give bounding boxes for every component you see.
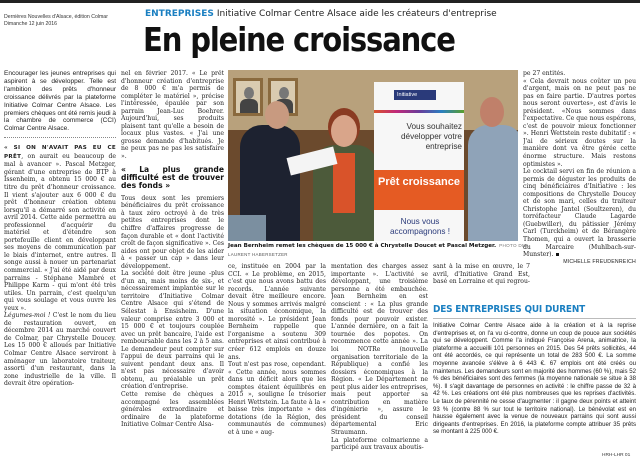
banner-highlight: Prêt croissance — [374, 170, 464, 210]
rollup-banner — [374, 82, 464, 241]
paragraph-text: Le cocktail servi en fin de réunion a permis de déguster les produits de cinq bénéficiaires d'Initiative : les compositions de Chrystelle Doucey et de son mari, celles du traiteur Christophe Jantel (Soultzeren), du torréfacteur Claude Lagarde (Guebwiller), du pâtissier Jérémy Carl (Turckheim) et de Bérangère Thomen, qui a ouvert la brasserie du Marcaire (Muhlbach-sur-Munster). — [523, 168, 636, 259]
portrait-frame — [233, 78, 263, 116]
paragraph: Tous deux sont les premiers bénéficiaires du prêt croissance à taux zéro octroyé à de très petites entreprises dont le chiffre d'affaires progresse de façon durable et « dont l'activité croît de façon significative ». Ces aides ont pour objet de les aider à « passer un cap » dans leur développement. — [121, 194, 224, 270]
article-column-4 — [331, 263, 428, 463]
caption-text: Jean Bernheim remet les chèques de 15 000 € à Chrystelle Doucet et Pascal Metzger. — [228, 243, 497, 249]
kicker-text: Initiative Colmar Centre Alsace aide les créateurs d'entreprise — [216, 9, 497, 19]
article-column-3 — [228, 263, 326, 463]
source-info — [4, 14, 108, 27]
paragraph: « Cela devrait nous coûter un peu d'argent, mais on ne peut pas ne pas en faire partie. D'autres portes nous seront ouvertes», est d'avis le président. «Nous sommes dans l'expectative. Ce que nous espérons, c'est de pouvoir mieux fonctionner ». Henri Wettstein reste dubitatif : « J'ai de sérieux doutes sur la manière dont va être gérée cette énorme structure. Mais restons optimistes ». — [523, 77, 636, 168]
banner-text: Vous souhaitez développer votre entreprise — [401, 122, 462, 151]
end-mark — [556, 253, 559, 256]
banner-text: Nous vous accompagnons ! — [389, 217, 451, 236]
chair — [228, 215, 266, 241]
photo-credit: PHOTO DNA — [499, 243, 530, 248]
box-rule — [433, 318, 636, 319]
paragraph — [4, 312, 116, 387]
lead-in: « SI ON N'AVAIT PAS EU CE PRÊT — [4, 145, 116, 160]
paragraph — [523, 168, 636, 259]
article-column-5 — [433, 263, 530, 289]
dotted-separator — [4, 137, 116, 138]
source-publication: Dernières Nouvelles d'Alsace, édition Colmar — [4, 14, 108, 20]
photo-caption — [228, 243, 529, 249]
subheading: « La plus grande difficulté est de trouver des fonds » — [121, 164, 224, 191]
author-signature: MICHELLE FREUDENREICH — [563, 258, 636, 265]
person-pascal-metzger — [468, 125, 518, 241]
paragraph-text: , on aurait eu beaucoup de mal à avancer ». Pascal Metzger, gérant d'une entreprise de BTP à Issenheim, a obtenu 15 000 € au titre du prêt d'honneur croissance. Il vient s'ajouter aux 6 000 € du prêt d'honneur création obtenu lorsqu'il a démarré son activité en avril 2014. Cette aide permettra au professionnel d'acquérir du matériel et d'étendre son portefeuille client en développant ses moyens de communication par le biais d'internet, entre autres. Il songe aussi à nouer un partenariat commercial. « J'ai été aidé par deux parrains - Stéphane Mambré et Philippe Karm - qui m'ont été très utiles. Un parrain, c'est quelqu'un qui vous soulage et vous ouvre les yeux ». — [4, 152, 116, 312]
paragraph — [4, 144, 116, 312]
box-body: Initiative Colmar Centre Alsace aide à la création et à la reprise d'entreprises et, on l'a vu ci-contre, donne un coup de pouce aux sociétés qui se développent. Comme l'a indiqué Françoise Arena, animatrice, la plateforme a accueilli 101 personnes en 2015. Des 54 prêts sollicités, 44 ont été accordés, ce qui représente un total de 283 500 €. La somme moyenne avancée s'élève à 6 443 €. 67 emplois ont été créés ou maintenus. Les demandeurs sont en majorité des hommes (60 %), mais 52 % des bénéficiaires sont des femmes (la moyenne nationale se situe à 38 %). Il s'agit davantage de personnes en activité : le chiffre passe de 32 à 42 %. Les créations ont été plus nombreuses que les reprises d'activités. Le taux de pérennité ne cesse d'augmenter : il gagne deux points et atteint 93 % (contre 88 % sur tout le territoire national). Le bénévolat est en hausse également avec la venue de nouveaux parrains qui sont aussi dirigeants d'entreprises. En 2016, la plateforme compte attribuer 35 prêts se montant à 225 000 €. — [433, 322, 636, 436]
article-column-6 — [523, 70, 636, 295]
paragraph: nel en février 2017. « Le prêt d'honneur création d'entreprise de 8 000 € m'a permis de compléter le matériel », précise l'intéressée, épaulée par son parrain Jean-Luc Boehrer. Aujourd'hui, ses produits plaisent tant qu'elle a besoin de locaux plus vastes. « J'ai une grosse demande d'habitués. Je ne peux pas ne pas les satisfaire ». — [121, 70, 224, 161]
paragraph: pe 27 entités. — [523, 70, 566, 77]
paragraph: Tout n'est pas rose, cependant. « Cette année, nous sommes dans un déficit alors que les comptes étaient équilibrés en 2015 », souligne le trésorier Henri Wettstein. La faute à la « baisse très importante » des dotations (de la Région, des communautés de communes) et à une « aug- — [228, 361, 326, 437]
article-photo — [228, 70, 518, 241]
source-date: Dimanche 12 juin 2016 — [4, 20, 58, 27]
photographer-name: LAURENT HABERSETZER — [228, 252, 288, 257]
top-rule — [0, 0, 640, 3]
box-title: DES ENTREPRISES QUI DURENT — [433, 304, 586, 315]
headline: En pleine croissance — [143, 20, 455, 59]
rubric-label: ENTREPRISES — [145, 9, 214, 19]
paragraph: Cette remise de chèques a accompagné les assemblées générales extraordinaire et ordinaire de la plateforme Initiative Colmar Centre Alsa- — [121, 391, 224, 429]
paragraph: ce, instituée en 2004 par la CCI. « Le problème, en 2015, c'est que nous avons battu des records. L'année suivante devait être meilleure encore. Nous y sommes arrivés malgré la situation économique, la morosité ». Le président Jean Bernheim rappelle que l'organisme a soutenu 309 entreprises et ainsi contribué à créer 612 emplois en douze ans. — [228, 263, 326, 361]
restaurant-name: Légumes-moi ! — [4, 312, 51, 320]
paragraph: La plateforme colmarienne a participé aux travaux aboutis- — [331, 436, 428, 452]
page-folio: HRH-LHR 01 — [602, 453, 631, 458]
article-column-1 — [4, 70, 116, 465]
banner-stripe — [374, 110, 464, 113]
paragraph-text: C'est le nom du lieu de restauration ouvert, en décembre 2014 au marché couvert de Colmar, par Chrystelle Doucey. Les 15 000 € alloués par Initiative Colmar Centre Alsace serviront à aménager un laboratoire traiteur, assorti d'un restaurant, dans la zone industrielle de la ville. Il devrait être opération- — [4, 312, 116, 388]
article-column-2 — [121, 70, 224, 465]
paragraph: sant à la mise en œuvre, le 7 avril, d'Initiative Grand Est, basé en Lorraine et qui regrou- — [433, 263, 530, 286]
paragraph: La société doit être jeune -plus d'un an, mais moins de six-, et nécessairement implantée sur le territoire d'Initiative Colmar Centre Alsace qui s'étend de Sélestat à Ensisheim. D'une valeur comprise entre 3 000 et 15 000 € et toujours couplée avec un prêt bancaire, l'aide est remboursable dans les 2 à 5 ans. Le demandeur peut compter sur l'appui de deux parrains qui le suivent pendant deux ans. Il n'est pas nécessaire d'avoir obtenu, au préalable un prêt création d'entreprise. — [121, 270, 224, 391]
paragraph: mentation des charges assez importante ». L'activité se développant, une troisième personne a été embauchée. Jean Bernheim en est conscient : « La plus grande difficulté est de trouver des fonds pour pouvoir exister. L'année dernière, on a fait la tournée des popotes. On recommence cette année ». La loi NOTRe (nouvelle organisation territoriale de la République) a confié les dossiers économiques à la Région. « Le Département ne peut plus aider les entreprises, mais peut apporter sa contribution en matière d'ingénierie », assure le président du conseil départemental Eric Straumann. — [331, 263, 428, 437]
initiative-logo: Initiative — [394, 90, 436, 100]
article-chapo: Encourager les jeunes entreprises qui aspirent à se développer. Telle est l'ambition des prêts d'honneur croissance délivrés par la plateforme Initiative Colmar Centre Alsace. Les premiers chèques ont été remis jeudi à la chambre de commerce (CCI) Colmar Centre Alsace. — [4, 70, 116, 133]
kicker — [145, 9, 497, 19]
